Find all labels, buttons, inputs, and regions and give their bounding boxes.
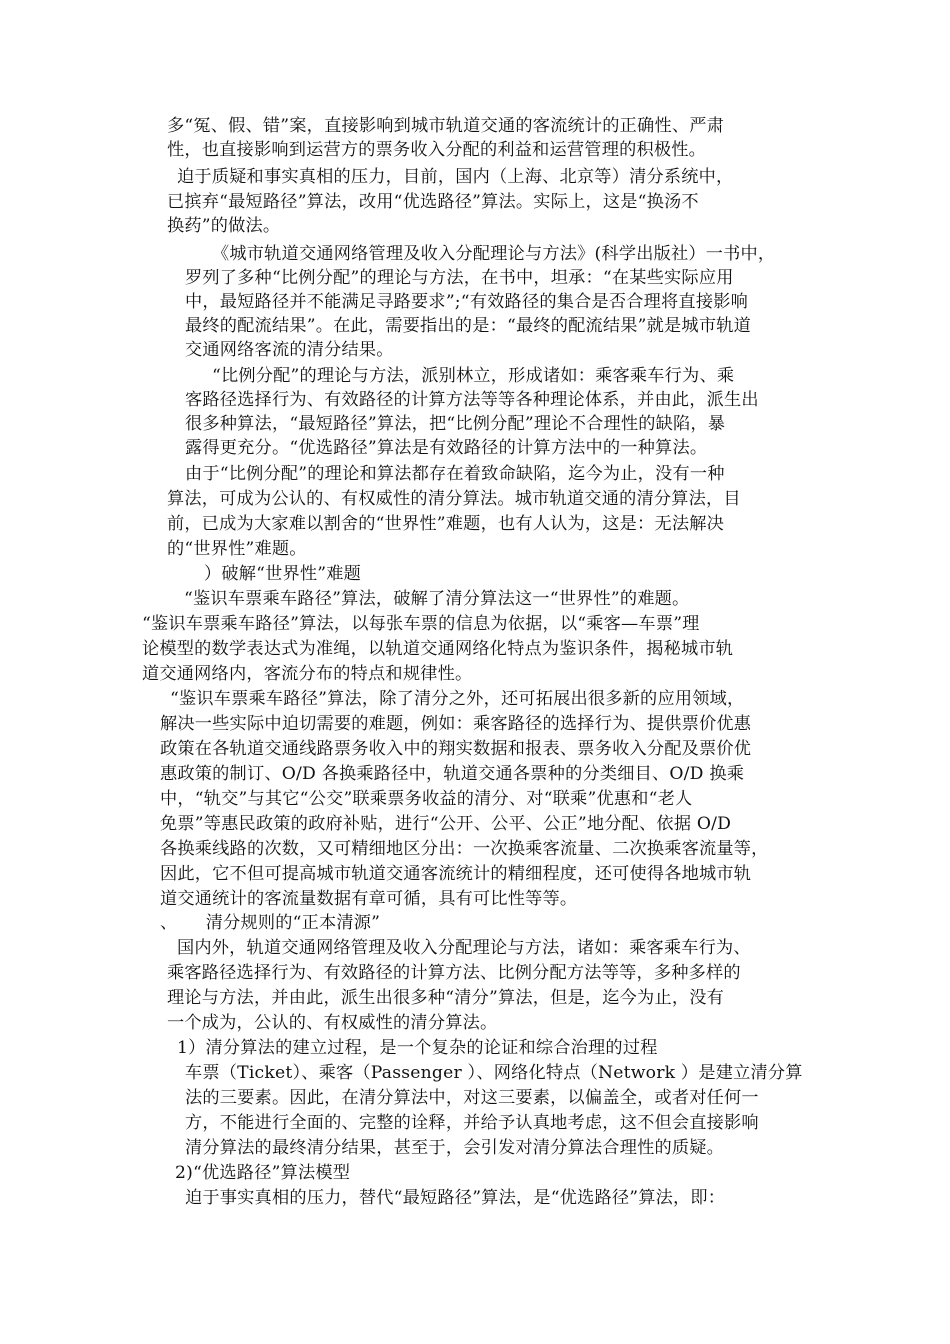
text-line: 一个成为，公认的、有权威性的清分算法。 xyxy=(167,1013,498,1033)
text-line: 很多种算法，“最短路径”算法，把“比例分配”理论不合理性的缺陷，暴 xyxy=(185,414,726,434)
text-line: 多“冤、假、错”案，直接影响到城市轨道交通的客流统计的正确性、严肃 xyxy=(167,116,724,136)
text-line: “鉴识车票乘车路径”算法，以每张车票的信息为依据，以“乘客—车票”理 xyxy=(142,614,700,634)
text-line: 前，已成为大家难以割舍的“世界性”难题，也有人认为，这是：无法解决 xyxy=(167,514,724,534)
text-line: 清分算法的最终清分结果，甚至于，会引发对清分算法合理性的质疑。 xyxy=(185,1138,725,1158)
text-line: “鉴识车票乘车路径”算法，除了清分之外，还可拓展出很多新的应用领域， xyxy=(170,689,745,709)
text-line: 的“世界性”难题。 xyxy=(167,539,307,559)
text-line: 因此，它不但可提高城市轨道交通客流统计的精细程度，还可使得各地城市轨 xyxy=(160,864,752,884)
text-line: 方，不能进行全面的、完整的诠释，并给予认真地考虑，这不但会直接影响 xyxy=(185,1113,759,1133)
text-line: 算法，可成为公认的、有权威性的清分算法。城市轨道交通的清分算法，目 xyxy=(167,489,741,509)
text-line: 中，“轨交”与其它“公交”联乘票务收益的清分、对“联乘”优惠和“老人 xyxy=(160,789,693,809)
text-line: 罗列了多种“比例分配”的理论与方法，在书中，坦承：“在某些实际应用 xyxy=(185,268,734,288)
section-heading: ）破解“世界性”难题 xyxy=(204,564,362,584)
text-line: 惠政策的制订、O/D 各换乘路径中，轨道交通各票种的分类细目、O/D 换乘 xyxy=(160,764,745,784)
text-line: 性，也直接影响到运营方的票务收入分配的利益和运营管理的积极性。 xyxy=(167,140,707,160)
text-line: 免票”等惠民政策的政府补贴，进行“公开、公平、公正”地分配、依据 O/D xyxy=(160,814,732,834)
text-line: 已摈弃“最短路径”算法，改用“优选路径”算法。实际上，这是“换汤不 xyxy=(167,192,699,212)
text-line: 《城市轨道交通网络管理及收入分配理论与方法》(科学出版社）一书中， xyxy=(212,244,776,264)
text-line: 道交通统计的客流量数据有章可循，具有可比性等等。 xyxy=(160,889,578,909)
text-line: 交通网络客流的清分结果。 xyxy=(185,340,394,360)
text-line: 客路径选择行为、有效路径的计算方法等等各种理论体系，并由此，派生出 xyxy=(185,390,759,410)
text-line: 各换乘线路的次数，又可精细地区分出：一次换乘客流量、二次换乘客流量等， xyxy=(160,839,769,859)
text-line: 解决一些实际中迫切需要的难题，例如：乘客路径的选择行为、提供票价优惠 xyxy=(160,714,752,734)
text-line: “鉴识车票乘车路径”算法，破解了清分算法这一“世界性”的难题。 xyxy=(184,589,690,609)
text-line: 换药”的做法。 xyxy=(167,216,281,236)
text-line: 乘客路径选择行为、有效路径的计算方法、比例分配方法等等，多种多样的 xyxy=(167,963,741,983)
text-line: 露得更充分。“优选路径”算法是有效路径的计算方法中的一种算法。 xyxy=(185,438,708,458)
section-heading: 、 清分规则的“正本清源” xyxy=(160,913,381,933)
subsection-heading: 1）清分算法的建立过程，是一个复杂的论证和综合治理的过程 xyxy=(177,1038,658,1058)
subsection-heading: 2)“优选路径”算法模型 xyxy=(175,1163,351,1183)
text-line: 论模型的数学表达式为准绳，以轨道交通网络化特点为鉴识条件，揭秘城市轨 xyxy=(142,639,734,659)
text-line: 由于“比例分配”的理论和算法都存在着致命缺陷，迄今为止，没有一种 xyxy=(185,464,725,484)
text-line: 迫于质疑和事实真相的压力，目前，国内（上海、北京等）清分系统中， xyxy=(177,167,734,187)
text-line: 国内外，轨道交通网络管理及收入分配理论与方法，诸如：乘客乘车行为、 xyxy=(177,938,751,958)
text-line: 理论与方法，并由此，派生出很多种“清分”算法，但是，迄今为止，没有 xyxy=(167,988,724,1008)
text-line: 政策在各轨道交通线路票务收入中的翔实数据和报表、票务收入分配及票价优 xyxy=(160,739,752,759)
text-line: 最终的配流结果”。在此，需要指出的是：“最终的配流结果”就是城市轨道 xyxy=(185,316,751,336)
text-line: 法的三要素。因此，在清分算法中，对这三要素，以偏盖全，或者对任何一 xyxy=(185,1088,759,1108)
text-line: “比例分配”的理论与方法，派别林立，形成诸如：乘客乘车行为、乘 xyxy=(212,366,735,386)
text-line: 道交通网络内，客流分布的特点和规律性。 xyxy=(142,664,473,684)
text-line: 迫于事实真相的压力，替代“最短路径”算法，是“优选路径”算法，即： xyxy=(185,1188,726,1208)
text-line: 中，最短路径并不能满足寻路要求”;“有效路径的集合是否合理将直接影响 xyxy=(185,292,748,312)
text-line: 车票（Ticket）、乘客（Passenger ）、网络化特点（Network ）是建立清分算 xyxy=(185,1063,803,1083)
